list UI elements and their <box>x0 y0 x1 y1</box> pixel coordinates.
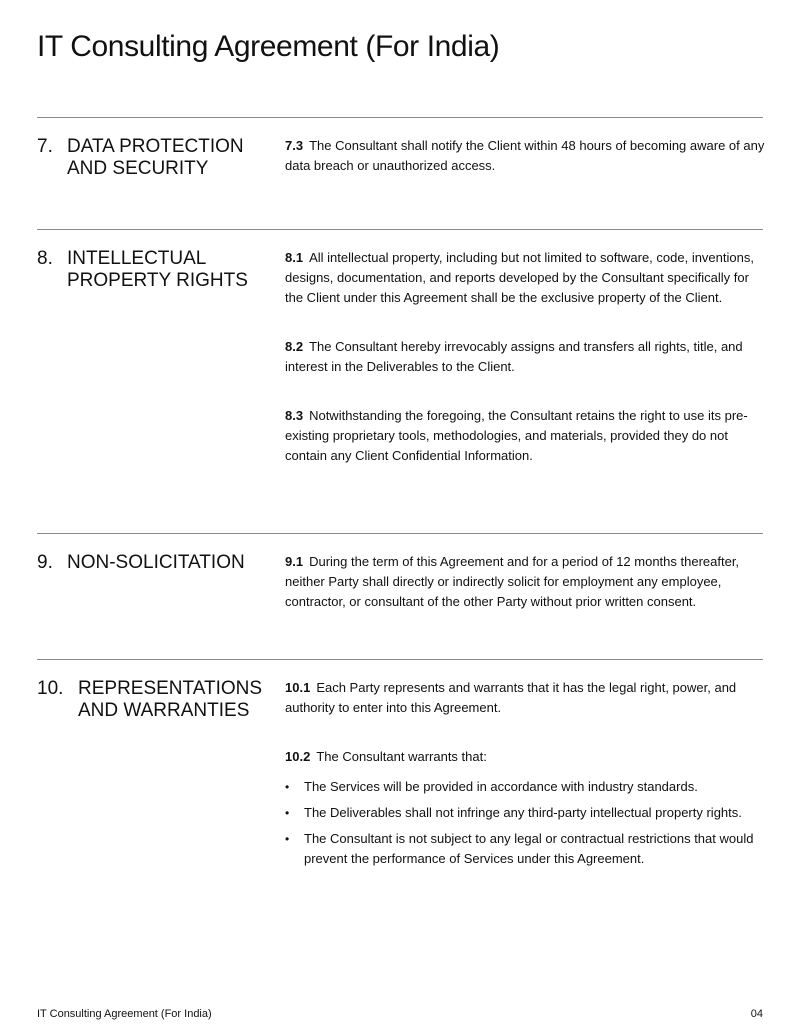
clause-text: The Consultant warrants that: <box>316 749 487 764</box>
bullet-icon: • <box>285 780 290 794</box>
list-item <box>285 803 765 823</box>
section-divider <box>37 659 763 660</box>
clause-text: Each Party represents and warrants that it has the legal right, power, and authority to enter into this Agreement. <box>285 680 737 715</box>
clause-number: 9.1 <box>285 554 304 569</box>
list-item-text: The Deliverables shall not infringe any third-party intellectual property rights. <box>304 805 742 820</box>
document-title: IT Consulting Agreement (For India) <box>37 30 500 63</box>
section-divider <box>37 229 763 230</box>
clause-paragraph <box>285 747 765 767</box>
page-number: 04 <box>750 1008 763 1020</box>
section-body <box>285 136 765 176</box>
clause-text: Notwithstanding the foregoing, the Consultant retains the right to use its pre-existing proprietary tools, methodologies, and materials, provided they do not contain any Client Confidential Information. <box>285 408 748 463</box>
list-item-text: The Consultant is not subject to any legal or contractual restrictions that would prevent the performance of Services under this Agreement. <box>304 831 754 866</box>
section-body <box>285 678 765 869</box>
bullet-icon: • <box>285 832 290 846</box>
clause-paragraph <box>285 337 765 377</box>
clause-paragraph <box>285 136 765 176</box>
warranty-list <box>285 777 765 869</box>
bullet-icon: • <box>285 806 290 820</box>
clause-text: During the term of this Agreement and for a period of 12 months thereafter, neither Party shall directly or indirectly solicit for employment any employee, contractor, or consultant of the other Party without prior written consent. <box>285 554 740 609</box>
section-number: 9. <box>37 552 53 573</box>
section-title: INTELLECTUAL PROPERTY RIGHTS <box>67 248 248 291</box>
section-number: 10. <box>37 678 64 699</box>
section-number: 8. <box>37 248 53 269</box>
section-heading <box>37 136 277 180</box>
list-item-text: The Services will be provided in accordance with industry standards. <box>304 779 698 794</box>
clause-number: 8.3 <box>285 408 304 423</box>
section-number: 7. <box>37 136 53 157</box>
section-heading <box>37 678 277 722</box>
clause-paragraph <box>285 406 765 466</box>
clause-number: 8.2 <box>285 339 304 354</box>
clause-number: 10.2 <box>285 749 311 764</box>
section-divider <box>37 533 763 534</box>
section-title: REPRESENTATIONS AND WARRANTIES <box>78 678 263 721</box>
clause-paragraph <box>285 552 765 612</box>
clause-paragraph <box>285 678 765 718</box>
clause-text: All intellectual property, including but not limited to software, code, inventions, designs, documentation, and reports developed by the Consultant specifically for the Client under this Agreement shall be the exclusive property of the Client. <box>285 250 754 305</box>
section-title: DATA PROTECTION AND SECURITY <box>67 136 244 179</box>
section-body <box>285 248 765 466</box>
clause-paragraph <box>285 248 765 308</box>
clause-number: 8.1 <box>285 250 304 265</box>
footer-document-title: IT Consulting Agreement (For India) <box>37 1008 212 1020</box>
list-item <box>285 777 765 797</box>
clause-text: The Consultant shall notify the Client within 48 hours of becoming aware of any data breach or unauthorized access. <box>285 138 765 173</box>
clause-text: The Consultant hereby irrevocably assigns and transfers all rights, title, and interest in the Deliverables to the Client. <box>285 339 743 374</box>
section-title: NON-SOLICITATION <box>67 552 245 573</box>
list-item <box>285 829 765 869</box>
clause-number: 10.1 <box>285 680 311 695</box>
section-divider <box>37 117 763 118</box>
section-body <box>285 552 765 612</box>
section-heading <box>37 248 277 292</box>
clause-number: 7.3 <box>285 138 304 153</box>
section-heading <box>37 552 277 574</box>
